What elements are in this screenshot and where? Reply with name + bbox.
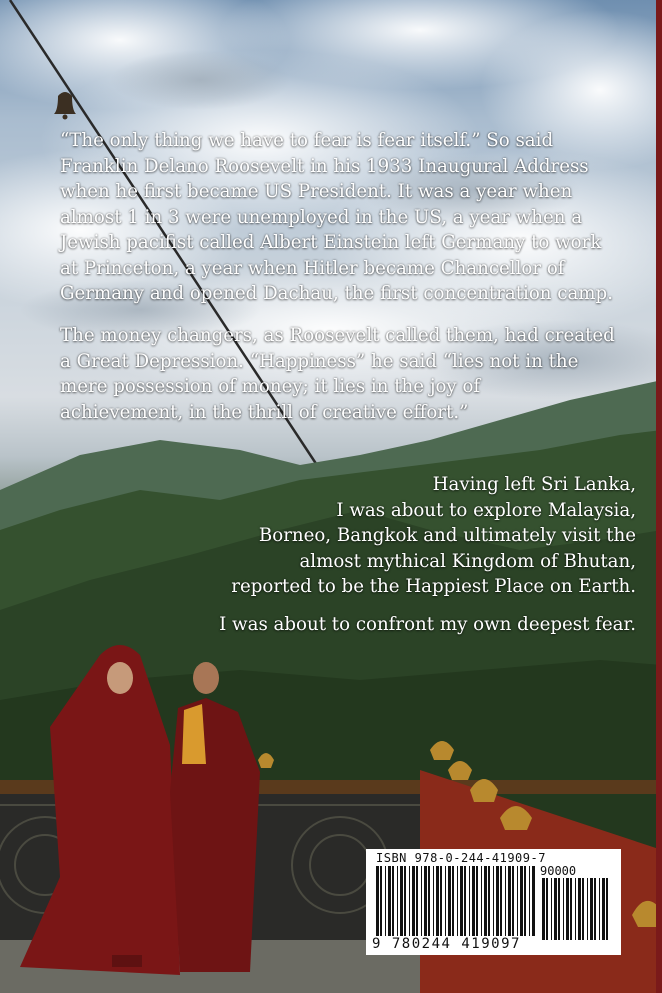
barcode-bar [590,878,593,940]
text-line: The money changers, as Roosevelt called them, had created [60,325,615,346]
barcode-bar [558,878,560,940]
barcode-bar [392,866,394,936]
monk-right [170,662,260,972]
barcode-bar [520,866,523,936]
barcode-bar [582,878,584,940]
barcode-bar [551,878,552,940]
text-line: a Great Depression. “Happiness” he said “lies not in the [60,350,579,372]
barcode-bar [524,866,526,936]
barcode-bar [512,866,514,936]
barcode-bar [508,866,511,936]
barcode-bar [469,866,470,936]
barcode-bar [440,866,442,936]
price-code: 90000 [540,864,577,878]
barcode-bar [554,878,557,940]
fear-paragraph [76,612,636,638]
barcode-bar [570,878,572,940]
barcode-bar [397,866,398,936]
barcode-bar [484,866,487,936]
barcode-bar [376,866,379,936]
barcode-bar [400,866,403,936]
isbn-barcode [366,849,621,955]
text-line: I was about to confront my own deepest fear. [219,614,636,635]
barcode-bar [445,866,446,936]
barcode-bar [542,878,545,940]
barcode-bar [606,878,608,940]
text-line: “The only thing we have to fear is fear itself.” So said [60,130,554,151]
barcode-bar [566,878,569,940]
barcode-bar [563,878,564,940]
barcode-bar [404,866,406,936]
barcode-bar [476,866,478,936]
quote-paragraph [60,128,660,307]
barcode-bar [599,878,600,940]
text-line: achievement, in the thrill of creative effort.” [60,401,469,423]
barcode-bar [380,866,382,936]
barcode-bar [546,878,548,940]
isbn-label: ISBN 978-0-244-41909-7 [376,851,546,865]
text-line: mere possession of money; it lies in the joy of [60,376,481,397]
barcode-bar [421,866,422,936]
barcode-bar [496,866,499,936]
barcode-bar [412,866,415,936]
barcode-bar [481,866,482,936]
text-line: almost mythical Kingdom of Bhutan, [299,550,636,572]
barcode-bar [464,866,466,936]
barcode-bar [602,878,605,940]
text-line: Having left Sri Lanka, [432,474,636,495]
text-line: Borneo, Bangkok and ultimately visit the [258,525,636,546]
barcode-bar [529,866,530,936]
text-line: reported to be the Happiest Place on Earth. [231,576,636,597]
barcode-bar [433,866,434,936]
barcode-bar [428,866,430,936]
barcode-bar [500,866,502,936]
journey-paragraph [76,472,636,600]
barcode-bar [416,866,418,936]
text-line: Jewish pacifist called Albert Einstein left Germany to work [60,232,602,253]
barcode-bar [457,866,458,936]
barcode-bar [460,866,463,936]
barcode-bar [505,866,506,936]
barcode-bar [488,866,490,936]
barcode-bar [388,866,391,936]
barcode-bar [594,878,596,940]
barcode-bar [532,866,535,936]
barcode-bar [424,866,427,936]
barcode-bar [472,866,475,936]
barcode-bar [452,866,454,936]
barcode-bar [587,878,588,940]
text-line: I was about to explore Malaysia, [336,499,636,521]
barcode-bar [436,866,439,936]
text-line: almost 1 in 3 were unemployed in the US, a year when a [60,206,583,228]
text-line: at Princeton, a year when Hitler became Chancellor of [60,257,565,279]
barcode-bar [493,866,494,936]
barcode-bar [517,866,518,936]
ean-digits: 9 780244 419097 [372,936,521,952]
barcode-bar [448,866,451,936]
text-line: Germany and opened Dachau, the first concentration camp. [60,283,613,304]
barcode-bar [575,878,576,940]
barcode-bar [409,866,410,936]
addon-bars [542,878,612,940]
ean-bars [376,866,536,936]
depression-paragraph [60,323,660,425]
text-line: when he first became US President. It was a year when [60,181,573,202]
barcode-bar [385,866,386,936]
text-line: Franklin Delano Roosevelt in his 1933 Inaugural Address [60,155,589,177]
barcode-bar [578,878,581,940]
